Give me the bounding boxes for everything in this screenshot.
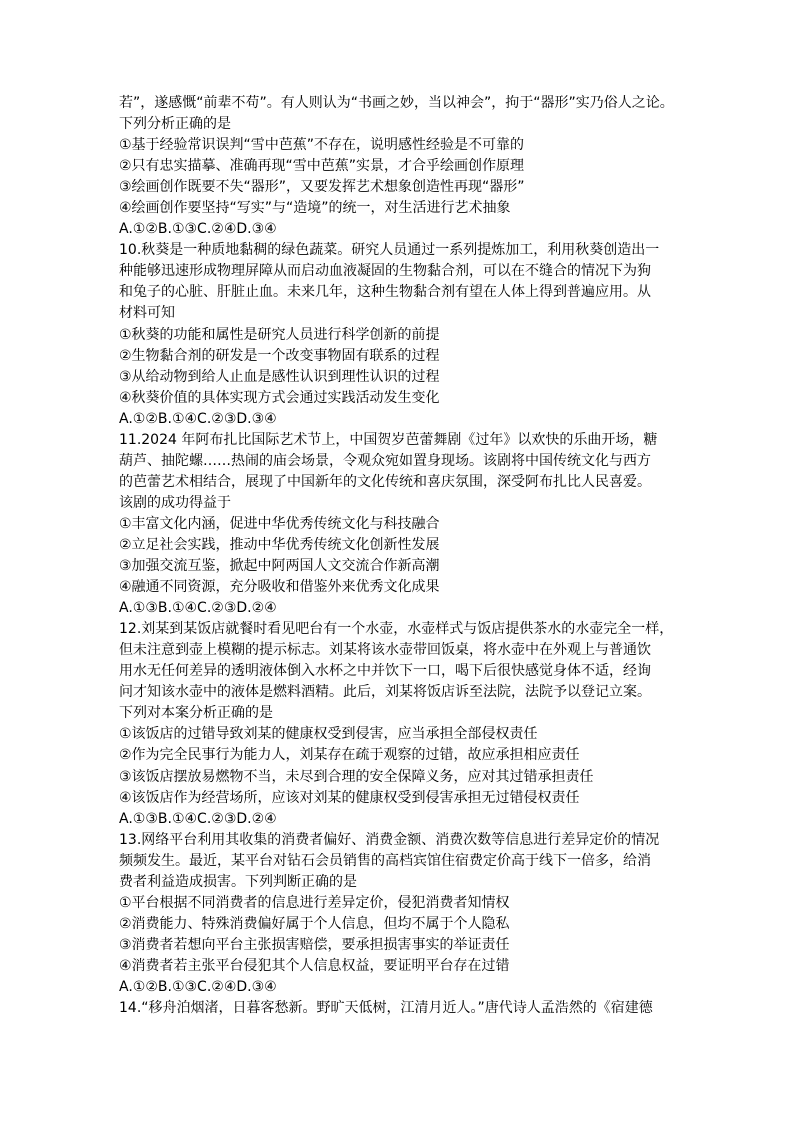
option-4: ④秋葵价值的具体实现方式会通过实践活动发生变化 — [119, 389, 440, 406]
question-stem-line: 该剧的成功得益于 — [119, 494, 231, 511]
option-1: ①平台根据不同消费者的信息进行差异定价，侵犯消费者知情权 — [119, 894, 510, 911]
answer-choices: A.①③B.①④C.②③D.②④ — [119, 600, 277, 617]
question-13 — [119, 830, 691, 998]
option-1: ①丰富文化内涵，促进中华优秀传统文化与科技融合 — [119, 515, 440, 532]
option-4: ④该饭店作为经营场所，应该对刘某的健康权受到侵害承担无过错侵权责任 — [119, 789, 580, 806]
exam-page — [119, 93, 691, 1019]
option-3: ③绘画创作既要不失“器形”，又要发挥艺术想象创造性再现“器形” — [119, 179, 525, 196]
option-4: ④融通不同资源，充分吸收和借鉴外来优秀文化成果 — [119, 579, 440, 596]
option-2: ②只有忠实描摹、准确再现“雪中芭蕉”实景，才合乎绘画创作原理 — [119, 158, 525, 175]
answer-choices: A.①②B.①③C.②④D.③④ — [119, 221, 277, 238]
option-2: ②立足社会实践，推动中华优秀传统文化创新性发展 — [119, 536, 440, 553]
question-stem-line: 下列对本案分析正确的是 — [119, 705, 273, 722]
answer-choices: A.①②B.①③C.②④D.③④ — [119, 978, 277, 995]
option-3: ③加强交流互鉴，掀起中阿两国人文交流合作新高潮 — [119, 558, 440, 575]
question-stem-line: 费者利益造成损害。下列判断正确的是 — [119, 873, 357, 890]
question-stem-line: 频频发生。最近，某平台对钻石会员销售的高档宾馆住宿费定价高于线下一倍多，给消 — [119, 852, 651, 869]
option-1: ①秋葵的功能和属性是研究人员进行科学创新的前提 — [119, 326, 440, 343]
option-4: ④消费者若主张平台侵犯其个人信息权益，要证明平台存在过错 — [119, 957, 510, 974]
option-3: ③从给动物到给人止血是感性认识到理性认识的过程 — [119, 368, 440, 385]
option-4: ④绘画创作要坚持“写实”与“造境”的统一，对生活进行艺术抽象 — [119, 200, 511, 217]
option-1: ①基于经验常识误判“雪中芭蕉”不存在，说明感性经验是不可靠的 — [119, 137, 525, 154]
option-3: ③消费者若想向平台主张损害赔偿，要承担损害事实的举证责任 — [119, 936, 510, 953]
question-9-continued — [119, 93, 691, 240]
question-stem-line: 11.2024 年阿布扎比国际艺术节上，中国贺岁芭蕾舞剧《过年》以欢快的乐曲开场，糖 — [119, 431, 658, 448]
question-stem-line: 14.“移舟泊烟渚，日暮客愁新。野旷天低树，江清月近人。”唐代诗人孟浩然的《宿建德 — [119, 1000, 653, 1017]
answer-choices: A.①③B.①④C.②③D.②④ — [119, 810, 277, 827]
question-10 — [119, 240, 691, 429]
question-stem-line: 材料可知 — [119, 305, 175, 322]
option-3: ③该饭店摆放易燃物不当，未尽到合理的安全保障义务，应对其过错承担责任 — [119, 768, 594, 785]
question-stem-line: 12.刘某到某饭店就餐时看见吧台有一个水壶，水壶样式与饭店提供茶水的水壶完全一样， — [119, 621, 674, 638]
option-2: ②生物黏合剂的研发是一个改变事物固有联系的过程 — [119, 347, 440, 364]
question-stem-line: 下列分析正确的是 — [119, 116, 231, 133]
question-stem-line: 但未注意到壶上模糊的提示标志。刘某将该水壶带回饭桌，将水壶中在外观上与普通饮 — [119, 642, 651, 659]
answer-choices: A.①②B.①④C.②③D.③④ — [119, 410, 277, 427]
question-stem-line: 用水无任何差异的透明液体倒入水杯之中并饮下一口，喝下后很快感觉身体不适，经询 — [119, 663, 651, 680]
option-1: ①该饭店的过错导致刘某的健康权受到侵害，应当承担全部侵权责任 — [119, 726, 538, 743]
option-2: ②消费能力、特殊消费偏好属于个人信息，但均不属于个人隐私 — [119, 915, 510, 932]
question-12 — [119, 619, 691, 829]
option-2: ②作为完全民事行为能力人，刘某存在疏于观察的过错，故应承担相应责任 — [119, 747, 580, 764]
question-stem-line: 和兔子的心脏、肝脏止血。未来几年，这种生物黏合剂有望在人体上得到普遍应用。从 — [119, 284, 651, 301]
question-14-start — [119, 998, 691, 1019]
question-stem-line: 10.秋葵是一种质地黏稠的绿色蔬菜。研究人员通过一系列提炼加工，利用秋葵创造出一 — [119, 242, 660, 259]
question-stem-line: 的芭蕾艺术相结合，展现了中国新年的文化传统和喜庆氛围，深受阿布扎比人民喜爱。 — [119, 473, 651, 490]
question-11 — [119, 430, 691, 619]
question-stem-line: 13.网络平台利用其收集的消费者偏好、消费金额、消费次数等信息进行差异定价的情况 — [119, 831, 660, 848]
question-stem-line: 问才知该水壶中的液体是燃料酒精。此后，刘某将饭店诉至法院，法院予以登记立案。 — [119, 684, 651, 701]
question-stem-line: 葫芦、抽陀螺……热闹的庙会场景，令观众宛如置身现场。该剧将中国传统文化与西方 — [119, 452, 651, 469]
question-stem-line: 种能够迅速形成物理屏障从而启动血液凝固的生物黏合剂，可以在不缝合的情况下为狗 — [119, 263, 651, 280]
question-stem-line: 若”，遂感慨“前辈不苟”。有人则认为“书画之妙，当以神会”，拘于“器形”实乃俗人之论。 — [119, 95, 674, 111]
